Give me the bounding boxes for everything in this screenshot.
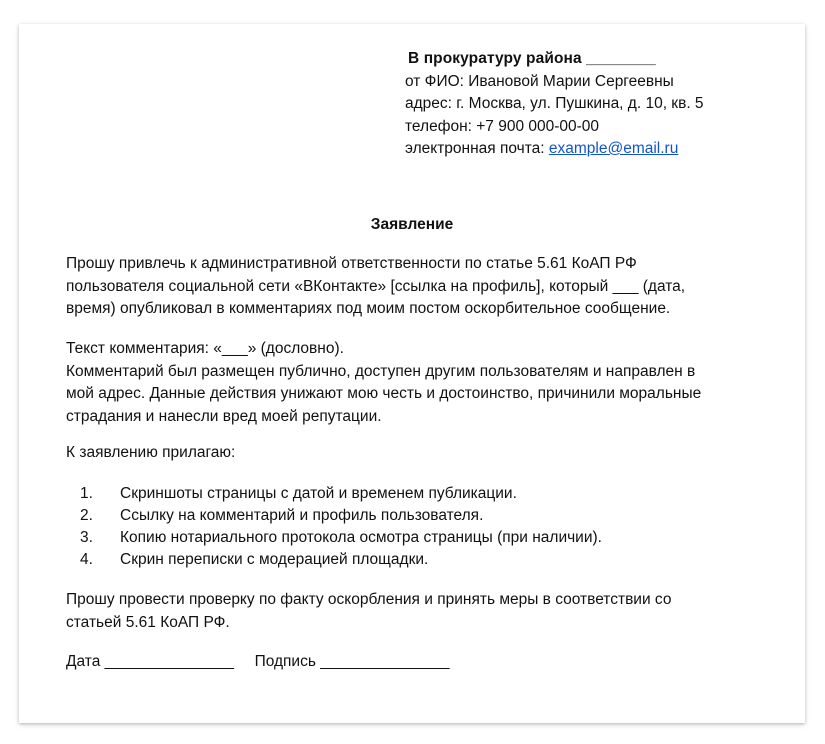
sender-address: адрес: г. Москва, ул. Пушкина, д. 10, кв. 5 [405,95,704,112]
attachments-intro-text: К заявлению прилагаю: [66,444,236,461]
list-number: 4. [80,551,93,568]
paragraph-line: Комментарий был размещен публично, доступен другим пользователям и направлен в [66,362,696,380]
paragraph-comment [66,338,701,428]
attachments-intro [66,442,235,465]
paragraph-line: страдания и нанесли вред моей репутации. [66,407,382,425]
list-text: Скрин переписки с модерацией площадки. [120,551,429,568]
date-blank: _______________ [104,653,234,670]
signature-row [66,651,450,673]
sender-phone: телефон: +7 900 000-00-00 [405,117,600,135]
paragraph-request [66,253,685,321]
paragraph-line: время) опубликовал в комментариях под моим постом оскорбительное сообщение. [66,300,671,317]
addressee: В прокуратуру района ________ [408,50,656,67]
date-label: Дата [66,653,105,670]
email-link[interactable]: example@email.ru [548,140,679,157]
sender-name: от ФИО: Ивановой Марии Сергеевны [405,72,674,90]
list-number: 1. [80,485,93,502]
paragraph-line: Прошу привлечь к административной ответственности по статье 5.61 КоАП РФ [66,255,637,272]
list-text: Ссылку на комментарий и профиль пользователя. [120,507,484,524]
list-text: Копию нотариального протокола осмотра страницы (при наличии). [120,529,602,546]
paragraph-closing [66,589,671,634]
paragraph-line: пользователя социальной сети «ВКонтакте» [ссылка на профиль], который ___ (дата, [66,277,686,295]
paragraph-line: Прошу провести проверку по факту оскорбления и принять меры в соответствии со [66,591,672,608]
signature-label: Подпись [254,653,321,670]
header-block [405,48,704,161]
list-number: 2. [80,507,93,524]
document-page [19,24,805,723]
sender-email-line [405,138,704,161]
list-number: 3. [80,529,93,546]
paragraph-line: Текст комментария: «___» (дословно). [66,340,344,357]
signature-blank: _______________ [320,653,450,670]
email-label: электронная почта: [405,140,549,157]
list-text: Скриншоты страницы с датой и временем публикации. [120,485,517,502]
paragraph-line: статьей 5.61 КоАП РФ. [66,613,230,631]
document-title: Заявление [370,216,454,233]
paragraph-line: мой адрес. Данные действия унижают мою честь и достоинство, причинили моральные [66,385,702,402]
